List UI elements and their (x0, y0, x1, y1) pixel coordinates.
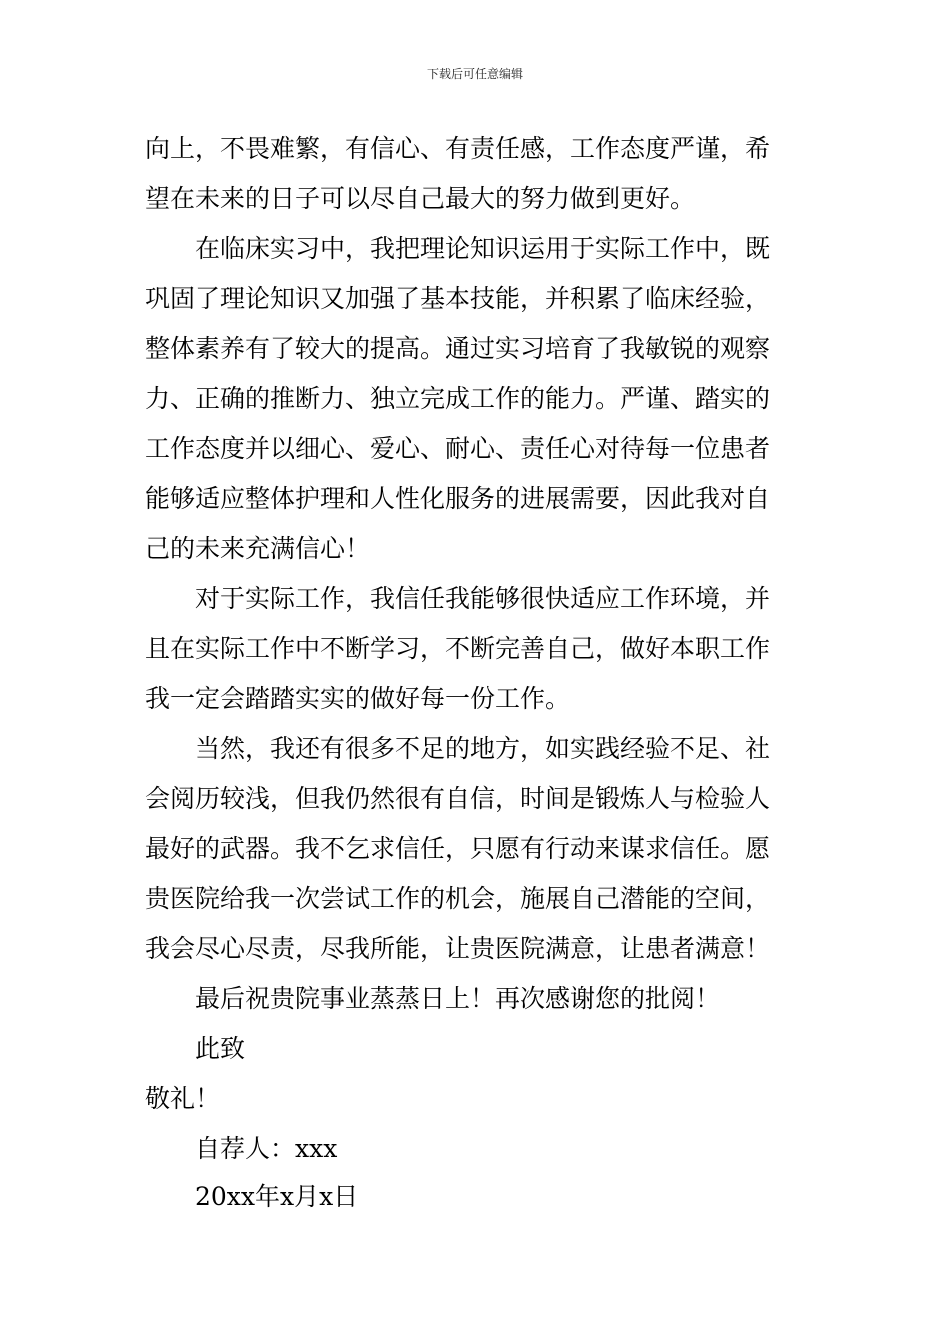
date-line: 20xx年x月x日 (195, 1182, 359, 1211)
salutation-line-2: 敬礼！ (145, 1084, 221, 1113)
body-line: 力、正确的推断力、独立完成工作的能力。严谨、踏实的 (145, 384, 771, 413)
paragraph-start-line: 在临床实习中，我把理论知识运用于实际工作中，既 (195, 234, 771, 263)
salutation-line-1: 此致 (195, 1034, 246, 1063)
closing-wish-line: 最后祝贵院事业蒸蒸日上！再次感谢您的批阅！ (195, 984, 721, 1013)
body-line: 且在实际工作中不断学习，不断完善自己，做好本职工作 (145, 634, 771, 663)
body-line: 贵医院给我一次尝试工作的机会，施展自己潜能的空间， (145, 884, 771, 913)
body-line: 工作态度并以细心、爱心、耐心、责任心对待每一位患者 (145, 434, 771, 463)
body-line: 望在未来的日子可以尽自己最大的努力做到更好。 (145, 184, 696, 213)
paragraph-start-line: 对于实际工作，我信任我能够很快适应工作环境，并 (195, 584, 771, 613)
body-line: 我会尽心尽责，尽我所能，让贵医院满意，让患者满意！ (145, 934, 771, 963)
body-line: 会阅历较浅，但我仍然很有自信，时间是锻炼人与检验人 (145, 784, 771, 813)
paragraph-start-line: 当然，我还有很多不足的地方，如实践经验不足、社 (195, 734, 771, 763)
body-line: 能够适应整体护理和人性化服务的进展需要，因此我对自 (145, 484, 771, 513)
signer-line: 自荐人：xxx (195, 1134, 338, 1163)
body-line: 最好的武器。我不乞求信任，只愿有行动来谋求信任。愿 (145, 834, 771, 863)
body-line: 己的未来充满信心！ (145, 534, 371, 563)
body-line: 向上，不畏难繁，有信心、有责任感，工作态度严谨，希 (145, 134, 771, 163)
header-note: 下载后可任意编辑 (426, 67, 523, 81)
body-line: 我一定会踏踏实实的做好每一份工作。 (145, 684, 571, 713)
body-line: 整体素养有了较大的提高。通过实习培育了我敏锐的观察 (145, 334, 771, 363)
body-line: 巩固了理论知识又加强了基本技能，并积累了临床经验， (145, 284, 771, 313)
